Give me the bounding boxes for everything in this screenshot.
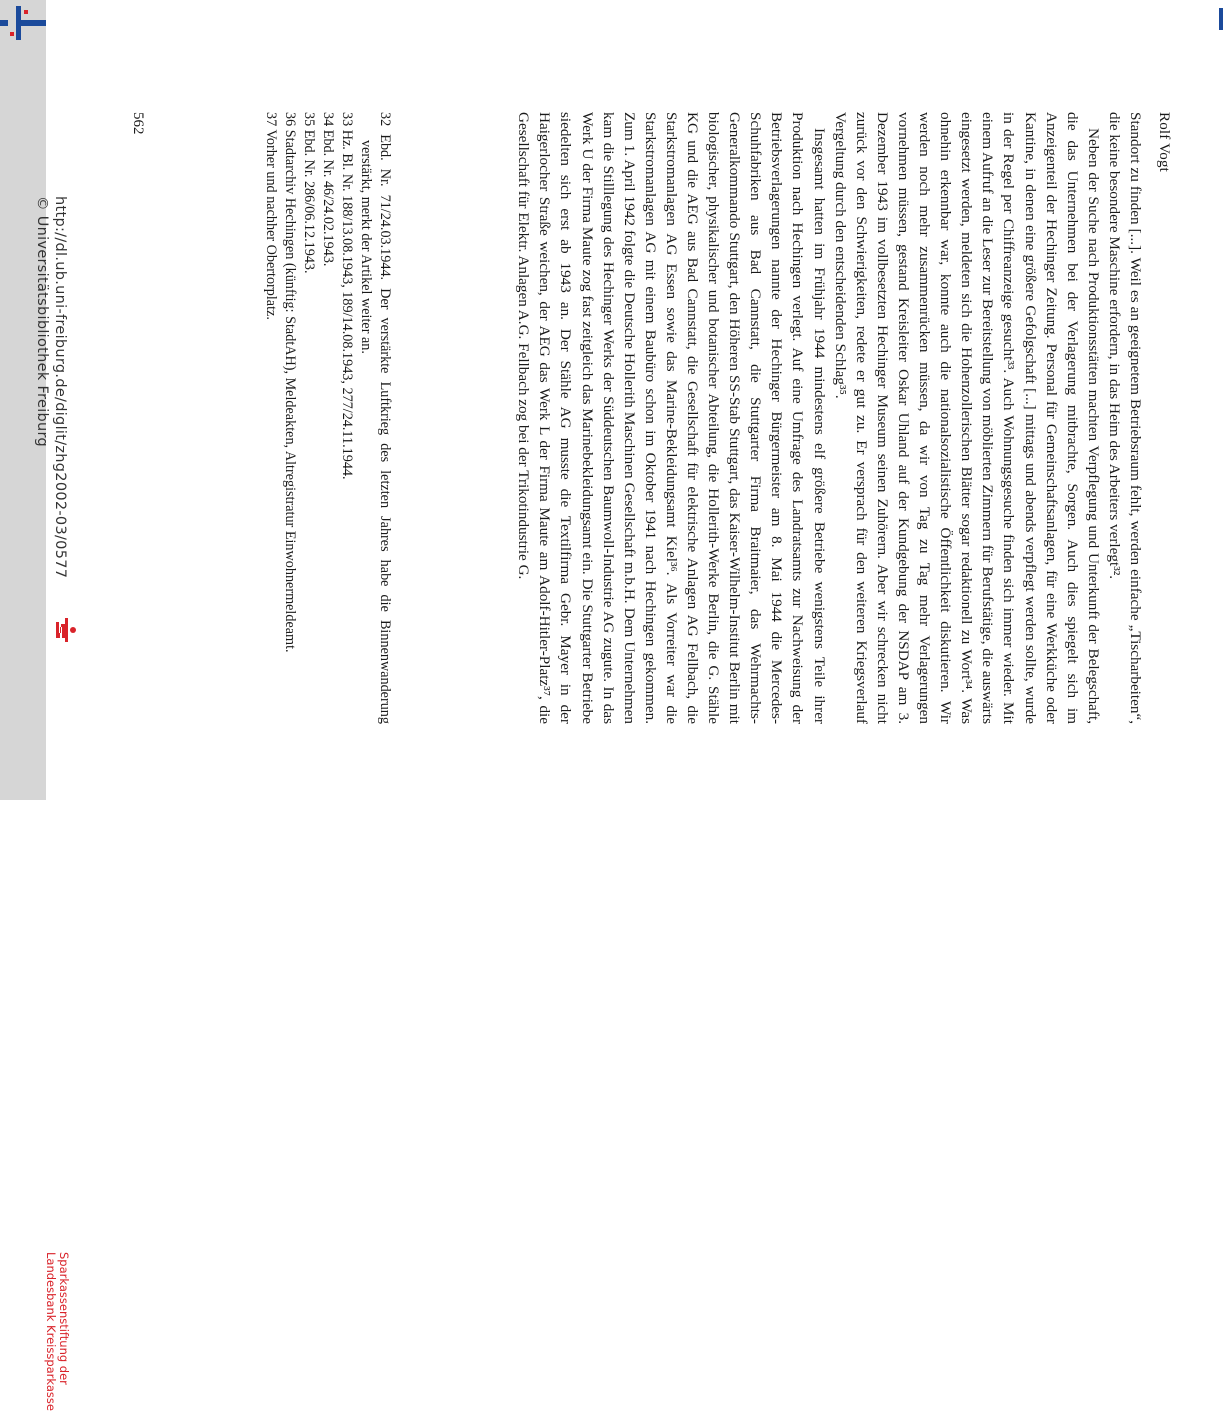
sponsor-line-2: Landesbank Kreissparkasse bbox=[44, 1252, 58, 1411]
footnote-32: 32 Ebd. Nr. 71/24.03.1944. Der verstärkte Luftkrieg des letzten Jahres habe die Binnenwanderung verstärkt, merkt der Artikel weiter an. bbox=[358, 112, 393, 724]
paragraph-1: Standort zu finden [...]. Weil es an geeignetem Betriebsraum fehlt, werden einfache „Tischarbeiten“, die keine besondere Maschine erfordern, in das Heim des Arbeiters verlegt³². bbox=[1105, 112, 1144, 724]
sponsor-line-1: Sparkassenstiftung der bbox=[57, 1252, 71, 1385]
university-logo-icon[interactable] bbox=[0, 2, 46, 46]
footnote-35: 35 Ebd. Nr. 286/06.12.1943. bbox=[301, 112, 317, 274]
body-text bbox=[513, 112, 1146, 724]
footnote-33: 33 Hz. Bl. Nr. 188/13.08.1943, 189/14.08.1943, 277/24.11.1944. bbox=[339, 112, 355, 480]
paragraph-2: Neben der Suche nach Produktionsstätten machten Verpflegung und Unterkunft der Belegschaft, die das Unternehmen bei der Verlagerung mitbrachte, Sorgen. Auch dies spiegelt sich im Anzeigenteil der Hechinger Zeitung. Personal für Gemeinschaftsanlagen, für eine Werkküche oder Kantine, in denen eine größere Gefolgschaft [...] mittags und abends verpflegt werden sollte, wurde in der Regel per Chiffreanzeige gesucht³³. Auch Wohnungsgesuche finden sich immer wieder. Mit einem Aufruf an die Leser zur Bereitstellung von möblierten Zimmern für Berufstätige, die auswärts eingesetzt werden, meldeten sich die Hohenzollerischen Blätter sogar redaktionell zu Wort³⁴. Was ohnehin erkennbar war, konnte auch die nationalsozialistische Öffentlichkeit diskutieren. Wir werden noch mehr zusammenrücken müssen, da wir von Tag zu Tag mehr Verlagerungen vornehmen müssen, gestand Kreisleiter Oskar Uhland auf der Kundgebung der NSDAP am 3. Dezember 1943 im vollbesetzten Hechinger Museum seinen Zuhörern. Aber wir schrecken nicht zurück vor den Schwierigkeiten, redete er gut zu. Er versprach für den weiteren Kriegsverlauf Vergeltung durch den entscheidenden Schlag³⁵. bbox=[831, 112, 1102, 724]
page-content bbox=[34, 0, 1216, 1411]
footnote-37: 37 Vorher und nachher Obertorplatz. bbox=[263, 112, 279, 320]
copyright-notice: © Universitätsbibliothek Freiburg bbox=[34, 196, 50, 448]
paragraph-3: Insgesamt hatten im Frühjahr 1944 mindestens elf größere Betriebe wenigstens Teile ihrer Produktion nach Hechingen verlegt. Auf eine Umfrage des Landratsamts zur Nachweisung der Betriebsverlagerungen nannte der Hechinger Bürgermeister am 8. Mai 1944 die Mercedes-Schuhfabriken aus Bad Cannstatt, die Stuttgarter Firma Braitmaier, das Wehrmachts-Generalkommando Stuttgart, den Höheren SS-Stab Stuttgart, das Kaiser-Wilhelm-Institut Berlin mit biologischer, physikalischer und botanischer Abteilung, die Hollerith-Werke Berlin, die G. Stähle KG und die AEG aus Bad Cannstatt, die Gesellschaft für elektrische Anlagen AG Fellbach, die Starkstromanlagen AG Essen sowie das Marine-Bekleidungsamt Kiel³⁶. Als Vorreiter war die Starkstromanlagen AG mit einem Baubüro schon im Oktober 1941 nach Hechingen gekommen. Zum 1. April 1942 folgte die Deutsche Hollerith Maschinen Gesellschaft m.b.H. Dem Unternehmen kam die Stilllegung des Hechinger Werks der Süddeutschen Baumwoll-Industrie AG zugute. In das Werk U der Firma Maute zog fast zeitgleich das Marinebekleidungsamt ein. Die Stuttgarter Betriebe siedelten sich erst ab 1943 an. Der Stähle AG musste die Textilfirma Gebr. Mayer in der Haigerlocher Straße weichen, der AEG das Werk L der Firma Maute am Adolf-Hitler-Platz³⁷, die Gesellschaft für Elektr. Anlagen A.G. Fellbach zog bei der Trikotindustrie G. bbox=[515, 112, 828, 724]
viewer-edge-mark bbox=[1216, 0, 1226, 40]
sparkasse-logo-icon bbox=[56, 616, 76, 644]
scanned-page bbox=[34, 0, 1216, 1411]
footnotes bbox=[261, 112, 394, 724]
page-number: 562 bbox=[130, 112, 146, 135]
source-url[interactable]: http://dl.ub.uni-freiburg.de/diglit/zhg2002-03/0577 bbox=[52, 196, 68, 579]
author-name: Rolf Vogt bbox=[1156, 112, 1172, 173]
footnote-36: 36 Stadtarchiv Hechingen (künftig: StadtAH), Meldeakten, Altregistratur Einwohnermeldeamt. bbox=[282, 112, 298, 653]
footnote-34: 34 Ebd. Nr. 46/24.02.1943. bbox=[320, 112, 336, 267]
